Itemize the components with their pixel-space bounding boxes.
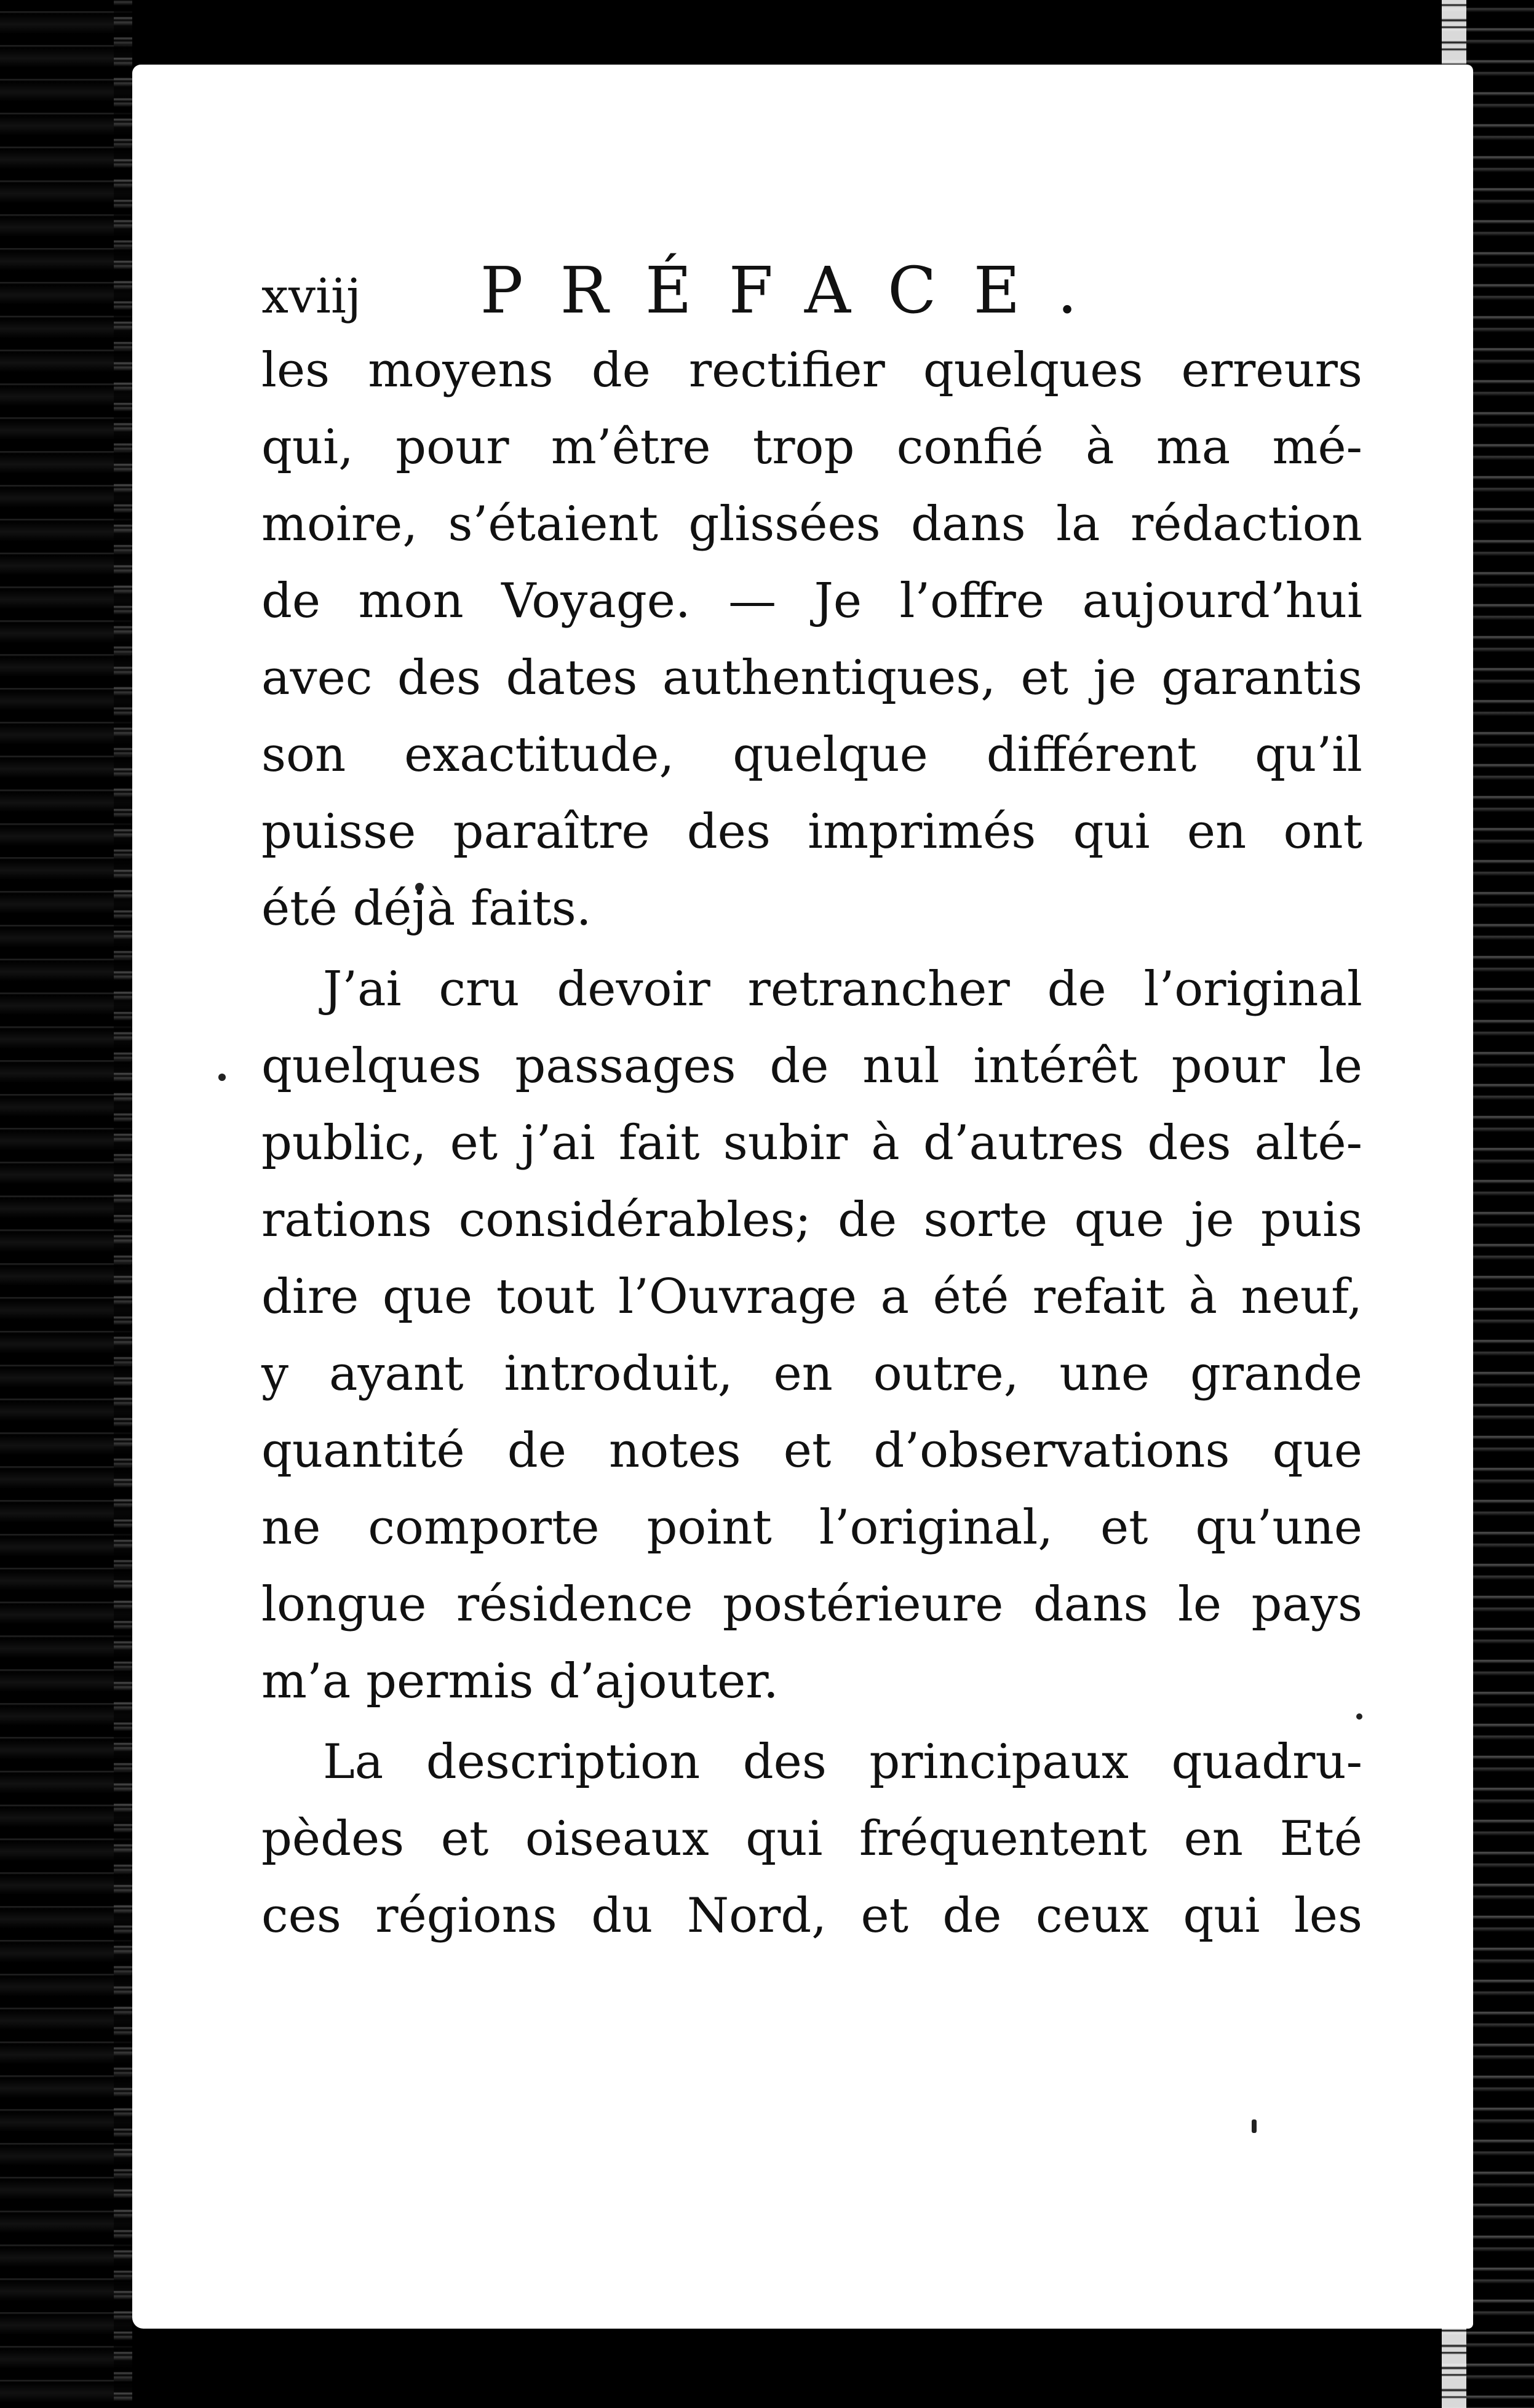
text-line: les moyens de rectifier quelques erreurs (261, 343, 1362, 398)
text-line: qui, pour m’être trop confié à ma mé- (261, 420, 1362, 475)
text-line: ces régions du Nord, et de ceux qui les (261, 1888, 1362, 1944)
paragraph-1 (261, 332, 1362, 947)
text-line: public, et j’ai fait subir à d’autres des alté- (261, 1115, 1362, 1171)
running-title: PRÉFACE. (480, 253, 1115, 328)
paragraph-2 (261, 951, 1362, 1720)
text-line: pèdes et oiseaux qui fréquentent en Eté (261, 1811, 1362, 1867)
page-number: xviij (261, 269, 362, 324)
text-line: La description des principaux quadru- (323, 1734, 1362, 1790)
text-line: son exactitude, quelque différent qu’il (261, 727, 1362, 783)
text-line: dire que tout l’Ouvrage a été refait à neuf, (261, 1269, 1362, 1325)
text-line: puisse paraître des imprimés qui en ont (261, 804, 1362, 859)
binding-edge-left (0, 0, 132, 2408)
ink-speck (218, 1074, 226, 1081)
paragraph-3 (261, 1724, 1362, 1955)
text-line: ne comporte point l’original, et qu’une (261, 1500, 1362, 1555)
text-line: avec des dates authentiques, et je garantis (261, 650, 1362, 706)
text-block (261, 246, 1362, 1955)
text-line: été déjà faits. (261, 881, 592, 936)
text-line: longue résidence postérieure dans le pays (261, 1577, 1362, 1632)
text-line: moire, s’étaient glissées dans la rédaction (261, 496, 1362, 552)
ink-speck (1252, 2119, 1257, 2133)
running-head (261, 246, 1362, 332)
text-line: m’a permis d’ajouter. (261, 1654, 779, 1709)
text-line: de mon Voyage. — Je l’offre aujourd’hui (261, 573, 1362, 629)
text-line: y ayant introduit, en outre, une grande (261, 1346, 1362, 1401)
text-line: rations considérables; de sorte que je puis (261, 1192, 1362, 1248)
text-line: quelques passages de nul intérêt pour le (261, 1039, 1362, 1094)
text-line: quantité de notes et d’observations que (261, 1423, 1362, 1478)
text-line: J’ai cru devoir retrancher de l’original (323, 962, 1362, 1017)
